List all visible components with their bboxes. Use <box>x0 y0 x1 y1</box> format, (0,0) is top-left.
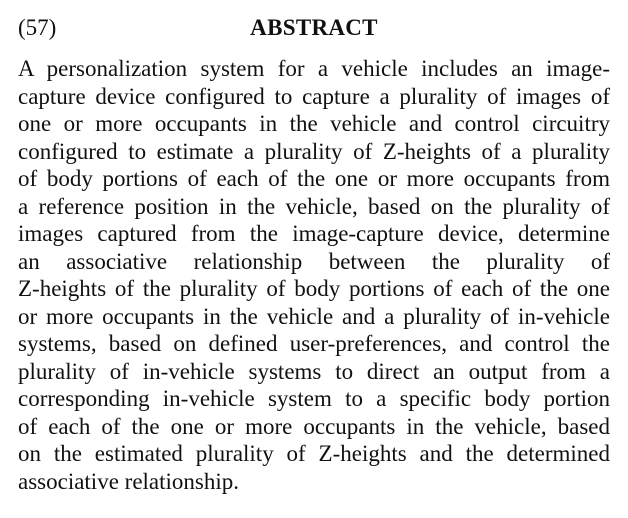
abstract-line: on the estimated plurality of Z-heights and the determined <box>18 441 610 466</box>
abstract-line: images captured from the image-capture device, determine <box>18 221 610 246</box>
abstract-line: a reference position in the vehicle, based on the plurality of <box>18 193 610 219</box>
abstract-line: Z-heights of the plurality of body portions of each of the one <box>18 276 610 301</box>
section-title: ABSTRACT <box>250 15 378 40</box>
abstract-line: capture device configured to capture a plurality of images of <box>18 83 610 109</box>
abstract-line: of each of the one or more occupants in the vehicle, based <box>18 413 610 439</box>
abstract-line: one or more occupants in the vehicle and control circuitry <box>18 111 610 136</box>
abstract-header <box>18 14 610 44</box>
abstract-body <box>18 55 610 495</box>
abstract-line: of body portions of each of the one or more occupants from <box>18 166 610 191</box>
abstract-line: systems, based on defined user-preferences, and control the <box>18 331 610 356</box>
section-number: (57) <box>18 15 57 40</box>
abstract-line: plurality of in-vehicle systems to direct an output from a <box>18 358 610 384</box>
abstract-line: an associative relationship between the plurality of <box>18 248 610 274</box>
abstract-line: configured to estimate a plurality of Z-heights of a plurality <box>18 138 610 164</box>
abstract-line: or more occupants in the vehicle and a plurality of in-vehicle <box>18 303 610 329</box>
abstract-line: associative relationship. <box>18 468 239 494</box>
abstract-line: A personalization system for a vehicle includes an image- <box>18 56 610 81</box>
abstract-line: corresponding in-vehicle system to a specific body portion <box>18 386 610 411</box>
